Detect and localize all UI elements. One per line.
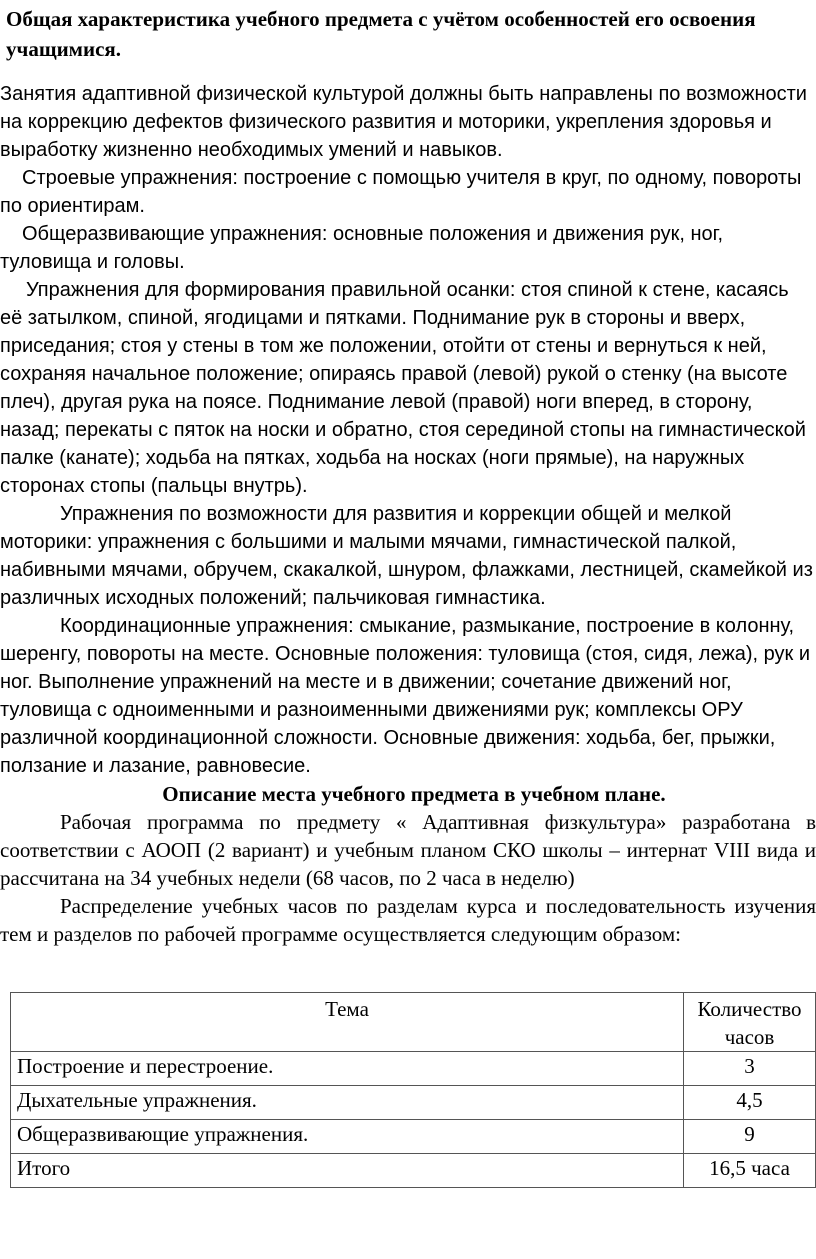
table-cell-topic: Дыхательные упражнения. [11, 1086, 684, 1120]
paragraph-coordination-exercises: Координационные упражнения: смыкание, размыкание, построение в колонну, шеренгу, повороты на месте. Основные положения: туловища (стоя, сидя, лежа), рук и ног. Выполнение упражнений на месте и в движении; сочетание движений ног, туловища с одноименными и разноименными движениями рук; комплексы ОРУ различной координационной сложности. Основные движения: ходьба, бег, прыжки, ползание и лазание, равновесие. [0, 615, 810, 777]
table-cell-hours: 9 [684, 1120, 816, 1154]
table-header-hours: Количество часов [684, 993, 816, 1052]
hours-table [10, 992, 816, 1188]
table-cell-hours: 16,5 часа [684, 1154, 816, 1188]
table-row [11, 1052, 816, 1086]
paragraph-intro: Занятия адаптивной физической культурой должны быть направлены по возможности на коррекцию дефектов физического развития и моторики, укрепления здоровья и выработку жизненно необходимых умений и навыков. [0, 83, 807, 161]
paragraph-general-exercises: Общеразвивающие упражнения: основные положения и движения рук, ног, туловища и головы. [0, 223, 724, 273]
section-title-curriculum-place: Описание места учебного предмета в учебном плане. [162, 782, 666, 806]
paragraph-hours-distribution: Распределение учебных часов по разделам курса и последовательность изучения тем и разделов по рабочей программе осуществляется следующим образом: [0, 894, 816, 946]
table-cell-topic: Итого [11, 1154, 684, 1188]
section-title-characteristics: Общая характеристика учебного предмета с учётом особенностей его освоения учащимися. [6, 7, 756, 61]
characteristics-body [0, 80, 816, 780]
paragraph-drill-exercises: Строевые упражнения: построение с помощью учителя в круг, по одному, повороты по ориентирам. [0, 167, 802, 217]
table-row-total [11, 1154, 816, 1188]
table-row [11, 1120, 816, 1154]
table-cell-hours: 4,5 [684, 1086, 816, 1120]
curriculum-body [0, 808, 816, 948]
table-row [11, 1086, 816, 1120]
paragraph-posture-exercises: Упражнения для формирования правильной осанки: стоя спиной к стене, касаясь её затылком, спиной, ягодицами и пятками. Поднимание рук в стороны и вверх, приседания; стоя у стены в том же положении, отойти от стены и вернуться к ней, сохраняя начальное положение; опираясь правой (левой) рукой о стенку (на высоте плеч), другая рука на поясе. Поднимание левой (правой) ноги вперед, в сторону, назад; перекаты с пяток на носки и обратно, стоя серединой стопы на гимнастической палке (канате); ходьба на пятках, ходьба на носках (ноги прямые), на наружных сторонах стопы (пальцы внутрь). [0, 279, 806, 497]
table-cell-topic: Общеразвивающие упражнения. [11, 1120, 684, 1154]
table-header-topic: Тема [11, 993, 684, 1052]
table-cell-hours: 3 [684, 1052, 816, 1086]
table-header-row [11, 993, 816, 1052]
paragraph-motor-exercises: Упражнения по возможности для развития и коррекции общей и мелкой моторики: упражнения с большими и малыми мячами, гимнастической палкой, набивными мячами, обручем, скакалкой, шнуром, флажками, лестницей, скамейкой из различных исходных положений; пальчиковая гимнастика. [0, 503, 813, 609]
table-cell-topic: Построение и перестроение. [11, 1052, 684, 1086]
paragraph-program-description: Рабочая программа по предмету « Адаптивная физкультура» разработана в соответствии с АООП (2 вариант) и учебным планом СКО школы – интернат VIII вида и рассчитана на 34 учебных недели (68 часов, по 2 часа в неделю) [0, 810, 816, 890]
